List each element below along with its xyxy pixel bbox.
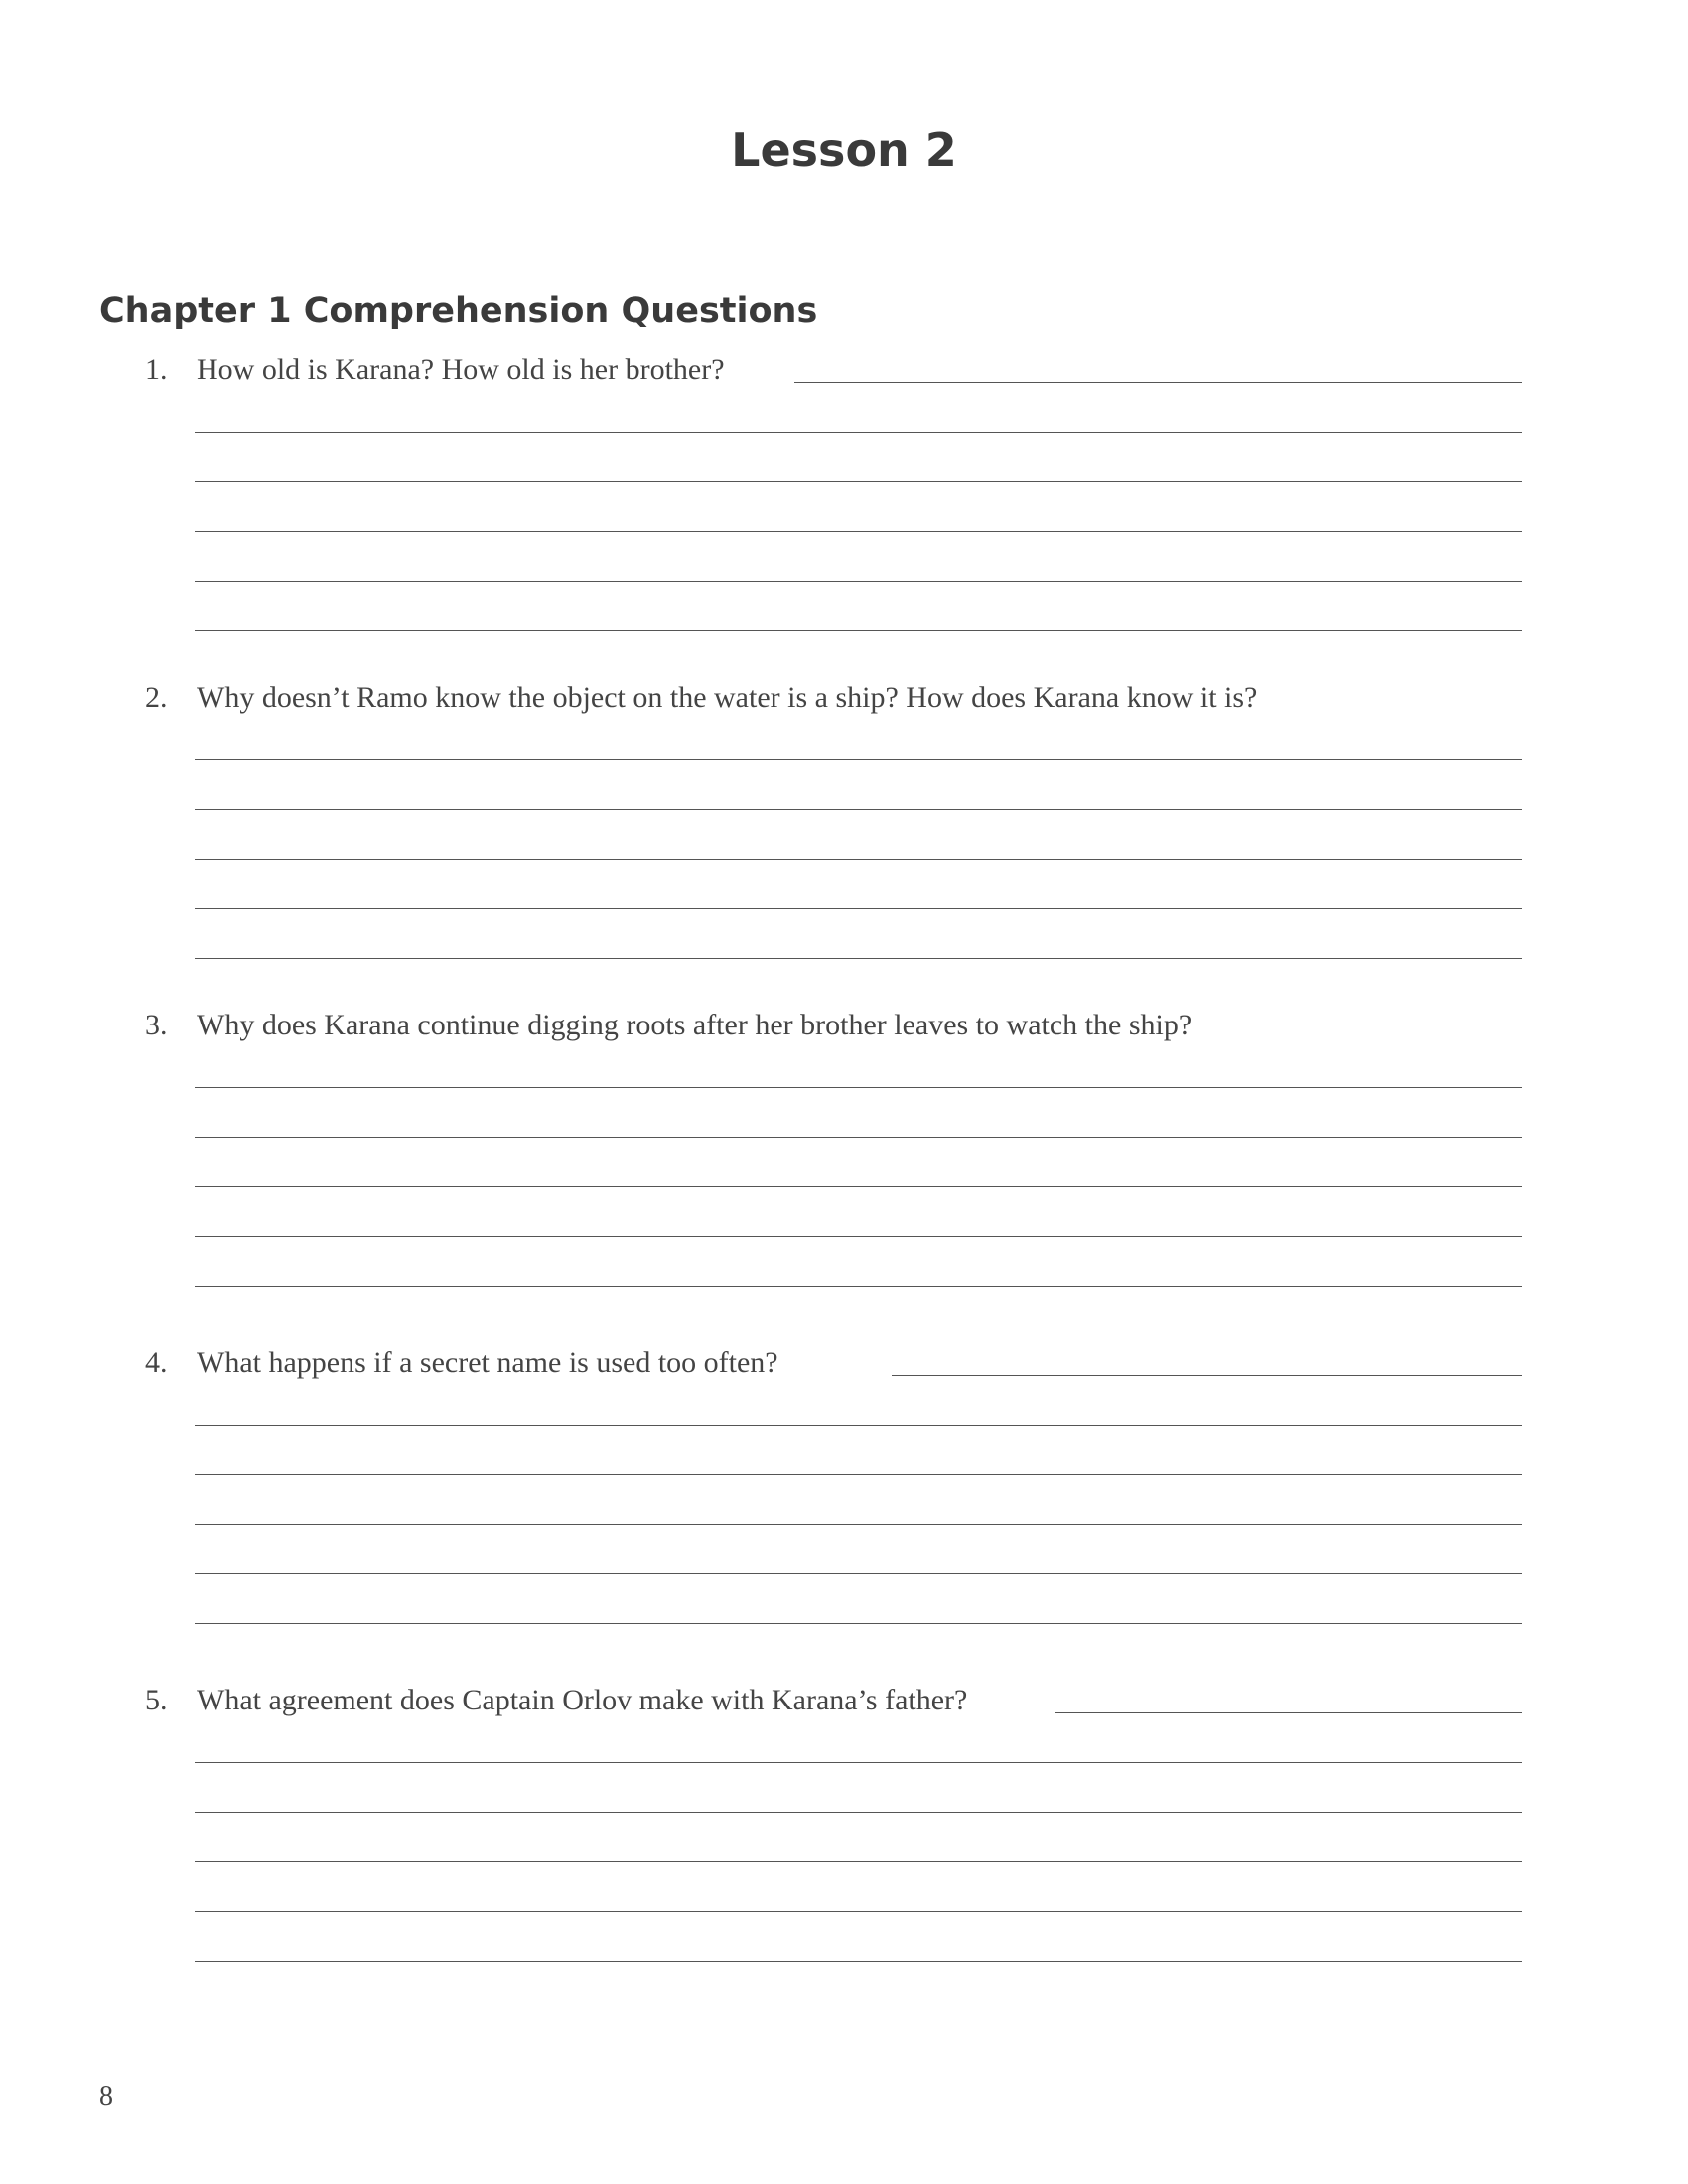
answer-line[interactable]	[195, 1186, 1522, 1187]
answer-line[interactable]	[195, 908, 1522, 909]
answer-line[interactable]	[195, 1087, 1522, 1088]
answer-line[interactable]	[195, 481, 1522, 482]
page-number: 8	[99, 2081, 113, 2112]
question-number: 2.	[145, 681, 168, 714]
question-text: How old is Karana? How old is her brother?	[197, 353, 725, 386]
answer-line[interactable]	[195, 581, 1522, 582]
answer-line[interactable]	[195, 1573, 1522, 1574]
answer-line[interactable]	[195, 809, 1522, 810]
answer-line[interactable]	[195, 1623, 1522, 1624]
answer-line[interactable]	[195, 1236, 1522, 1237]
answer-line[interactable]	[195, 1762, 1522, 1763]
answer-line[interactable]	[892, 1375, 1522, 1376]
answer-line[interactable]	[195, 958, 1522, 959]
answer-line[interactable]	[195, 1861, 1522, 1862]
question-text: What happens if a secret name is used too often?	[197, 1346, 778, 1379]
question-number: 1.	[145, 353, 168, 386]
question-text: What agreement does Captain Orlov make with Karana’s father?	[197, 1684, 968, 1716]
answer-line[interactable]	[195, 1911, 1522, 1912]
answer-line[interactable]	[195, 1812, 1522, 1813]
answer-line[interactable]	[195, 759, 1522, 760]
answer-line[interactable]	[195, 1474, 1522, 1475]
question-text: Why does Karana continue digging roots after her brother leaves to watch the ship?	[197, 1009, 1193, 1041]
answer-line[interactable]	[195, 1137, 1522, 1138]
answer-line[interactable]	[195, 1425, 1522, 1426]
section-title: Chapter 1 Comprehension Questions	[99, 291, 818, 331]
question-number: 3.	[145, 1009, 168, 1041]
answer-line[interactable]	[195, 1286, 1522, 1287]
answer-line[interactable]	[1055, 1712, 1522, 1713]
answer-line[interactable]	[195, 1961, 1522, 1962]
question-number: 4.	[145, 1346, 168, 1379]
answer-line[interactable]	[195, 630, 1522, 631]
lesson-title: Lesson 2	[731, 123, 957, 177]
answer-line[interactable]	[195, 859, 1522, 860]
answer-line[interactable]	[195, 1524, 1522, 1525]
answer-line[interactable]	[794, 382, 1522, 383]
answer-line[interactable]	[195, 432, 1522, 433]
question-text: Why doesn’t Ramo know the object on the water is a ship? How does Karana know it is?	[197, 681, 1258, 714]
question-number: 5.	[145, 1684, 168, 1716]
answer-line[interactable]	[195, 531, 1522, 532]
